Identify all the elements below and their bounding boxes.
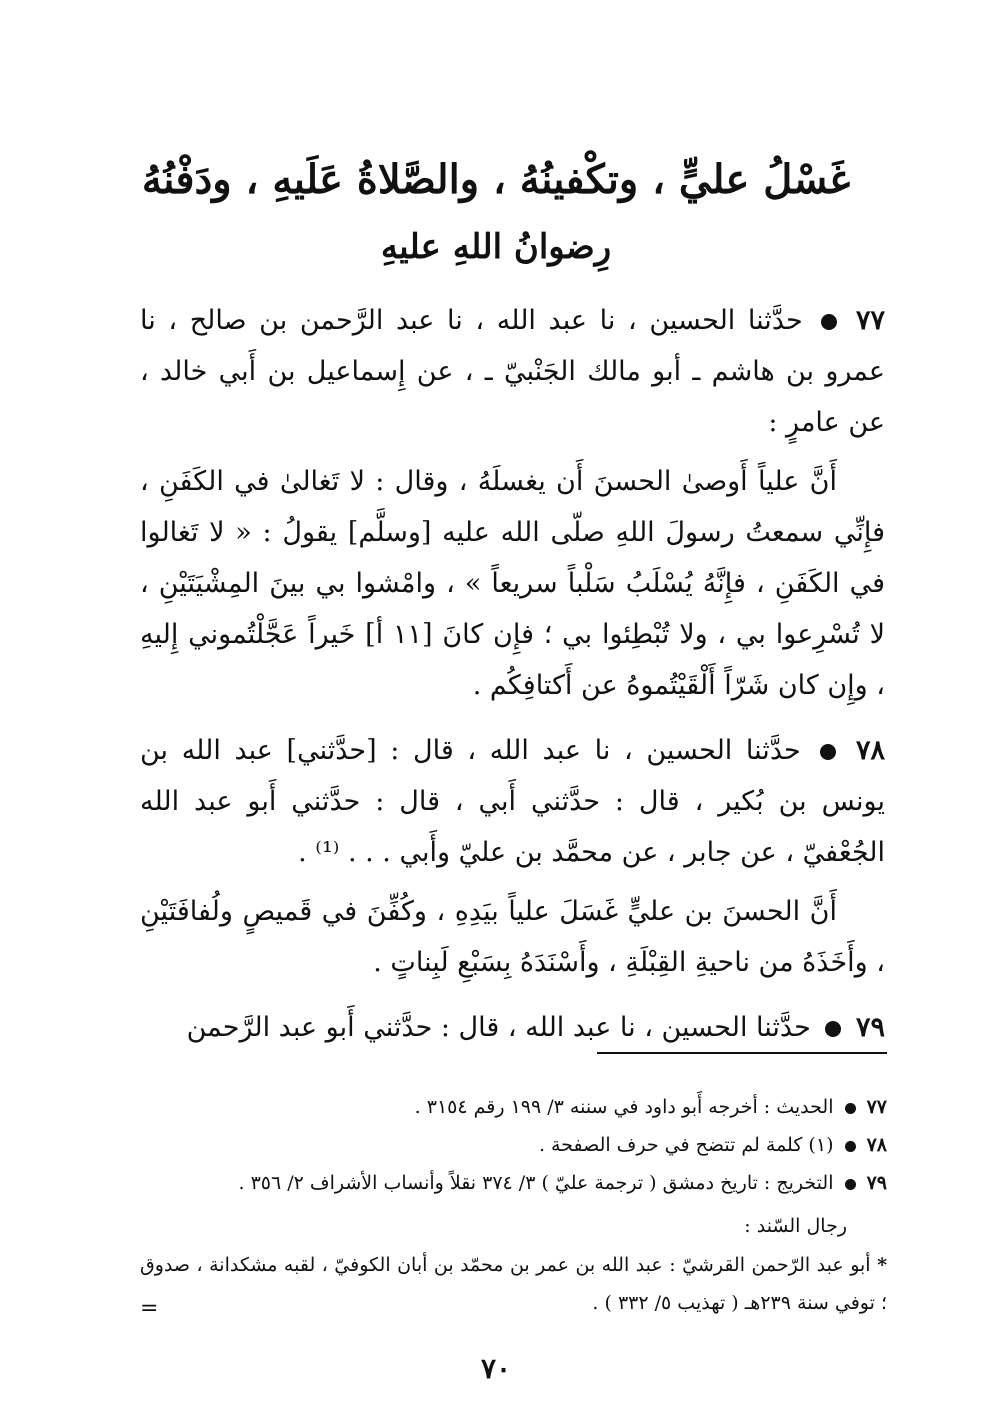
footnote-divider — [597, 1052, 887, 1054]
main-text — [140, 295, 885, 1067]
footnote-number: ٧٧ — [866, 1096, 887, 1118]
bullet-icon — [825, 1021, 841, 1037]
footnote-number: ٧٩ — [866, 1172, 887, 1194]
hadith-entry — [140, 725, 885, 988]
footnote-text: (١) كلمة لم تتضح في حرف الصفحة . — [538, 1134, 834, 1156]
asterisk-icon: * — [877, 1254, 888, 1276]
hadith-matn: أَنَّ الحسنَ بن عليٍّ غَسَلَ علياً بيَدِهِ ، وكُفِّنَ في قَميصٍ ولُفافَتَيْنِ ، وأَخَذَهُ من ناحيةِ القِبْلَةِ ، وأَسْنَدَهُ بِسَبْعِ لَبِناتٍ . — [140, 896, 885, 978]
footnote-number: ٧٨ — [866, 1134, 887, 1156]
isnad-text: حدَّثنا الحسين ، نا عبد الله ، قال : حدَّثني أَبو عبد الرَّحمن — [186, 1012, 811, 1043]
hadith-number: ٧٩ — [855, 1012, 885, 1043]
footnotes — [140, 1088, 887, 1322]
hadith-entry — [140, 1002, 885, 1053]
bullet-icon — [845, 1103, 856, 1114]
hadith-entry — [140, 295, 885, 711]
narrator-note — [140, 1246, 887, 1322]
hadith-isnad — [140, 1002, 885, 1053]
hadith-number: ٧٨ — [855, 735, 885, 766]
footnote — [140, 1126, 887, 1164]
isnad-text: حدَّثنا الحسين ، نا عبد الله ، قال : [حدَّثني] عبد الله بن يونس بن بُكير ، قال : حدَّثني أَبي ، قال : حدَّثني أَبو عبد الله الجُعْفيّ ، عن جابر ، عن محمَّد بن عليّ وأَبي . . . ⁽¹⁾ . — [140, 735, 885, 868]
footnote-text: التخريج : تاريخ دمشق ( ترجمة عليّ ) ٣/ ٣٧٤ نقلاً وأنساب الأشراف ٢/ ٣٥٦ . — [238, 1172, 834, 1194]
hadith-matn: أَنَّ علياً أَوصىٰ الحسنَ أَن يغسلَهُ ، وقال : لا تَغالىٰ في الكَفَنِ ، فإِنِّي سمعتُ رسولَ اللهِ صلّى الله عليه [وسلَّم] يقولُ : « لا تَغالوا في الكَفَنِ ، فإِنَّهُ يُسْلَبُ سَلْباً سريعاً » ، وامْشوا بي بينَ المِشْيَتَيْنِ ، لا تُسْرِعوا بي ، ولا تُبْطِئوا بي ؛ فإِن كانَ [١١ أ] خَيراً عَجَّلْتُموني إِليهِ ، وإِن كان شَرّاً أَلْقَيْتُموهُ عن أَكتافِكُم . — [140, 466, 885, 701]
hadith-number: ٧٧ — [855, 305, 885, 336]
isnad-text: حدَّثنا الحسين ، نا عبد الله ، نا عبد الرَّحمن بن صالح ، نا عمرو بن هاشم ـ أبو مالك الجَنْبيّ ـ ، عن إِسماعيل بن أَبي خالد ، عن عامرٍ : — [140, 305, 885, 438]
bullet-icon — [820, 744, 836, 760]
hadith-isnad — [140, 725, 885, 878]
narrator-text: أبو عبد الرّحمن القرشيّ : عبد الله بن عمر بن محمّد بن أبان الكوفيّ ، لقبه مشكدانة ، صدوق ؛ توفي سنة ٢٣٩هـ ( تهذيب ٥/ ٣٣٢ ) . — [140, 1254, 887, 1314]
footnote — [140, 1088, 887, 1126]
bullet-icon — [845, 1179, 856, 1190]
hadith-isnad — [140, 295, 885, 448]
bullet-icon — [821, 314, 837, 330]
page-number: ٧٠ — [480, 1352, 512, 1385]
continuation-mark: = — [140, 1296, 159, 1321]
chapter-title: غَسْلُ عليٍّ ، وتكْفينُهُ ، والصَّلاةُ عَلَيهِ ، ودَفْنُهُ — [141, 156, 851, 203]
bullet-icon — [845, 1141, 856, 1152]
narrators-heading: رجال السّند : — [744, 1215, 847, 1237]
chapter-subtitle: رِضوانُ اللهِ عليهِ — [380, 227, 612, 267]
footnote — [140, 1164, 887, 1202]
footnote-text: الحديث : أخرجه أَبو داود في سننه ٣/ ١٩٩ رقم ٣١٥٤ . — [414, 1096, 834, 1118]
